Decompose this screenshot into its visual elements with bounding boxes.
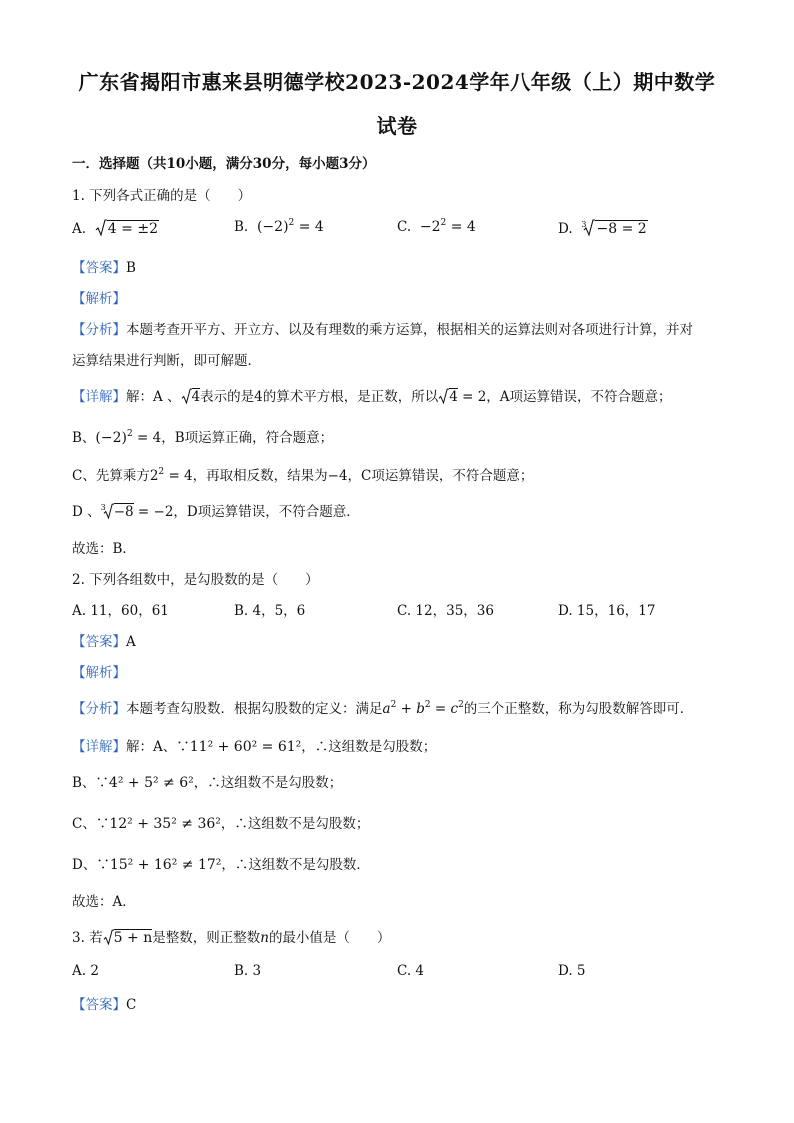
- q1-detail-a-text3: = 2，A项运算错误，不符合题意；: [457, 389, 672, 405]
- q1-detail-d-text1: D 、: [72, 504, 101, 520]
- q1-option-c-letter: C.: [397, 219, 412, 235]
- q2-fenxi-plus: +: [396, 701, 417, 717]
- q3-stem-text2: 是整数，则正整数: [152, 930, 261, 946]
- q2-detail-b-text2: ，∴这组数不是勾股数；: [193, 775, 343, 791]
- q1-answer: [72, 256, 136, 276]
- q1-fenxi-text1: 本题考查开平方、开立方、以及有理数的乘方运算，根据相关的运算法则对各项进行计算，并对: [126, 322, 693, 338]
- q2-conclusion: 故选：A．: [72, 894, 136, 910]
- q2-option-a: A. 11，60，61: [72, 603, 169, 619]
- q2-option-c: C. 12，35，36: [397, 603, 494, 619]
- q2-detail-d: [72, 853, 370, 873]
- q2-detail-a: [72, 735, 436, 755]
- q2-option-d: D. 15，16，17: [558, 603, 656, 619]
- q2-detail-c-text2: ，∴这组数不是勾股数；: [220, 816, 370, 832]
- q1-detail-c-text1: C、先算乘方2: [72, 468, 159, 484]
- fenxi-label: 【分析】: [72, 701, 126, 717]
- q1-option-b: [234, 219, 324, 235]
- q1-detail-b: [72, 426, 333, 446]
- sqrt-symbol-icon: [95, 219, 107, 237]
- q1-detail-a-radicand: 4: [191, 389, 201, 405]
- q1-option-d: [558, 219, 648, 237]
- q1-option-b-letter: B.: [234, 219, 249, 235]
- fenxi-label: 【分析】: [72, 322, 126, 338]
- q1-option-a-expr-text: 4 = ±2: [107, 221, 158, 237]
- q2-detail-c-expr: 12² + 35² ≠ 36²: [109, 816, 221, 832]
- q1-option-b-base: (−2): [256, 219, 289, 235]
- q2-detail-b-text1: B、∵: [72, 775, 109, 791]
- sqrt-symbol-icon: [103, 929, 114, 946]
- answer-label: 【答案】: [72, 997, 126, 1013]
- q2-detail-c: [72, 812, 369, 832]
- q1-fenxi-line1: [72, 318, 693, 338]
- q1-option-c-base: −2: [419, 219, 441, 235]
- q2-detail-a-expr: 11² + 60² = 61²: [189, 739, 302, 755]
- cube-root-symbol-icon: [583, 219, 595, 237]
- analysis-label: 【解析】: [72, 665, 126, 681]
- q1-detail-d-text2: = −2，D项运算错误，不符合题意．: [133, 504, 360, 520]
- q2-detail-d-expr: 15² + 16² ≠ 17²: [109, 857, 222, 873]
- q1-detail-b-text1: B、: [72, 430, 96, 446]
- q3-answer-value: C: [126, 997, 137, 1013]
- q3-option-b: B. 3: [234, 963, 262, 979]
- q1-option-a: [72, 219, 159, 237]
- q3-stem-text1: 3. 若: [72, 930, 103, 946]
- q2-answer-value: A: [126, 634, 136, 650]
- q2-stem: 2. 下列各组数中，是勾股数的是（ ）: [72, 572, 319, 588]
- q1-option-c-exponent: 2: [440, 218, 447, 228]
- q1-option-b-rest: = 4: [294, 219, 324, 235]
- q1-detail-b-expr: (−2): [95, 430, 127, 446]
- q3-stem-var-n: n: [260, 930, 269, 946]
- q1-option-d-letter: D.: [558, 221, 573, 237]
- q3-option-a: A. 2: [72, 963, 99, 979]
- q3-stem-radicand: 5 + n: [113, 930, 153, 946]
- q3-option-d: D. 5: [558, 963, 586, 979]
- q2-detail-a-text2: ，∴这组数是勾股数；: [301, 739, 437, 755]
- q2-detail-b: [72, 771, 342, 791]
- q2-detail-b-expr: 4² + 5² ≠ 6²: [108, 775, 194, 791]
- sqrt-symbol-icon: [438, 388, 449, 405]
- document-title-line1: 广东省揭阳市惠来县明德学校2023-2024学年八年级（上）期中数学: [78, 70, 716, 94]
- q1-detail-c: [72, 464, 533, 484]
- q1-option-a-letter: A.: [72, 221, 87, 237]
- answer-label: 【答案】: [72, 260, 126, 276]
- q1-conclusion: 故选：B．: [72, 541, 136, 557]
- q1-option-d-expr: −8 = 2: [596, 221, 647, 237]
- q1-detail-a-text2: 表示的是4的算术平方根，是正数，所以: [200, 389, 439, 405]
- q1-detail-d-index: 3: [100, 503, 106, 512]
- q1-stem: 1. 下列各式正确的是（ ）: [72, 188, 252, 204]
- q2-fenxi-var-c: c: [450, 701, 459, 717]
- q1-answer-value: B: [126, 260, 136, 276]
- q2-analysis-label: [72, 661, 126, 681]
- q3-option-c: C. 4: [397, 963, 425, 979]
- analysis-label: 【解析】: [72, 291, 126, 307]
- detail-label: 【详解】: [72, 389, 126, 405]
- q1-detail-c-text2: = 4，再取相反数，结果为−4，C项运算错误，不符合题意；: [164, 468, 534, 484]
- q1-analysis-label: [72, 287, 126, 307]
- document-title-line2: 试卷: [376, 114, 418, 138]
- q1-option-a-expr: [90, 221, 159, 237]
- q1-detail-a-text1: 解：A 、: [126, 389, 181, 405]
- q1-option-d-index: 3: [581, 220, 587, 229]
- q2-fenxi: [72, 697, 693, 717]
- q1-detail-a: [72, 385, 672, 405]
- q1-detail-c-exp: 2: [158, 467, 165, 477]
- q3-stem: [72, 926, 390, 946]
- q2-fenxi-text1: 本题考查勾股数．根据勾股数的定义：满足: [126, 701, 383, 717]
- sqrt-symbol-icon: [181, 388, 192, 405]
- q2-detail-d-text2: ，∴这组数不是勾股数．: [221, 857, 370, 873]
- q2-fenxi-var-a: a: [382, 701, 391, 717]
- section-heading: 一．选择题（共10小题，满分30分，每小题3分）: [72, 156, 376, 172]
- q1-option-b-exponent: 2: [288, 218, 295, 228]
- q2-fenxi-var-b: b: [416, 701, 425, 717]
- q2-fenxi-text2: 的三个正整数，称为勾股数解答即可．: [463, 701, 694, 717]
- detail-label: 【详解】: [72, 739, 126, 755]
- q1-detail-b-text2: = 4，B项运算正确，符合题意；: [132, 430, 334, 446]
- q1-detail-d: [72, 500, 360, 520]
- q3-stem-text3: 的最小值是（ ）: [268, 930, 391, 946]
- q2-option-b: B. 4，5，6: [234, 603, 306, 619]
- q2-fenxi-exp-c: 2: [458, 700, 464, 710]
- answer-label: 【答案】: [72, 634, 126, 650]
- q1-detail-d-radicand: −8: [113, 504, 134, 520]
- q1-fenxi-line2: 运算结果进行判断，即可解题．: [72, 353, 261, 369]
- cube-root-symbol-icon: [100, 503, 114, 520]
- q1-option-c: [397, 219, 476, 235]
- q2-fenxi-exp-a: 2: [390, 700, 397, 710]
- q2-detail-c-text1: C、∵: [72, 816, 110, 832]
- q1-option-c-rest: = 4: [446, 219, 476, 235]
- q2-answer: [72, 630, 136, 650]
- q1-detail-b-exp: 2: [126, 429, 133, 439]
- q2-detail-d-text1: D、∵: [72, 857, 110, 873]
- q3-answer: [72, 993, 136, 1013]
- q2-detail-a-text1: 解：A、∵: [126, 739, 190, 755]
- q1-detail-a-radicand2: 4: [449, 389, 458, 405]
- q2-fenxi-exp-b: 2: [424, 700, 431, 710]
- q2-fenxi-eq: =: [430, 701, 451, 717]
